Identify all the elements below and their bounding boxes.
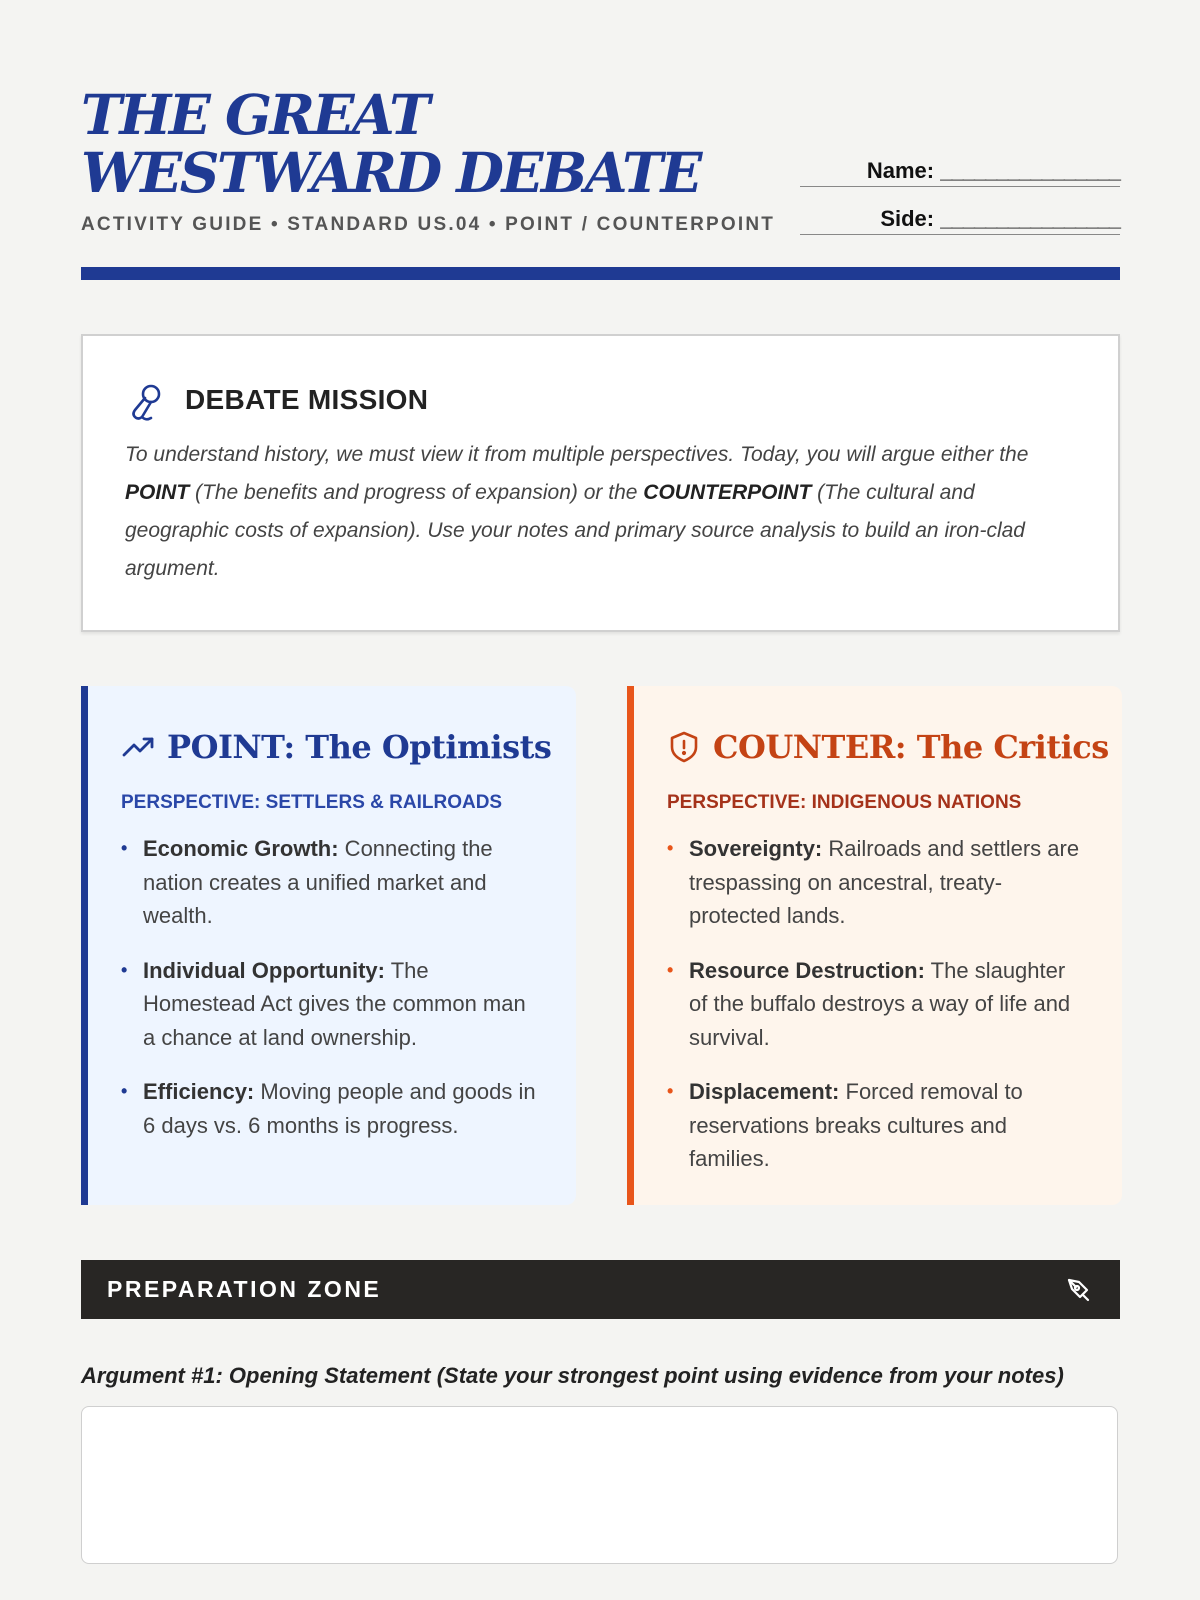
point-list xyxy=(121,832,541,1163)
side-field[interactable] xyxy=(800,206,1120,235)
preparation-zone-bar xyxy=(81,1260,1120,1319)
shield-alert-icon xyxy=(667,730,701,764)
name-field[interactable] xyxy=(800,158,1120,187)
counter-heading-text: COUNTER: The Critics xyxy=(713,728,1109,766)
header-divider xyxy=(81,267,1120,280)
argument-prompt: Argument #1: Opening Statement (State your strongest point using evidence from your notes) xyxy=(81,1363,1064,1388)
counter-heading xyxy=(667,722,1127,772)
microphone-icon xyxy=(129,382,163,422)
name-label: Name: xyxy=(866,158,935,183)
point-heading xyxy=(121,722,581,772)
side-label: Side: xyxy=(880,206,935,231)
point-keyword: POINT xyxy=(125,481,190,504)
side-blank: ________________ xyxy=(940,206,1120,231)
list-item: • Efficiency: Moving people and goods in 6 days vs. 6 months is progress. xyxy=(121,1075,541,1142)
list-item: • Sovereignty: Railroads and settlers are trespassing on ancestral, treaty-protected lands. xyxy=(667,832,1087,933)
mission-title: DEBATE MISSION xyxy=(185,384,429,415)
point-heading-text: POINT: The Optimists xyxy=(167,728,552,766)
page-title: THE GREAT WESTWARD DEBATE xyxy=(81,82,700,205)
page-subtitle: ACTIVITY GUIDE • STANDARD US.04 • POINT / COUNTERPOINT xyxy=(81,214,776,235)
trending-up-icon xyxy=(121,730,155,764)
counterpoint-keyword: COUNTERPOINT xyxy=(643,481,812,504)
name-blank: ________________ xyxy=(940,158,1120,183)
point-perspective: PERSPECTIVE: SETTLERS & RAILROADS xyxy=(121,792,503,813)
preparation-zone-title: PREPARATION ZONE xyxy=(107,1276,382,1302)
counter-perspective: PERSPECTIVE: INDIGENOUS NATIONS xyxy=(667,792,1022,813)
list-item: • Individual Opportunity: The Homestead Act gives the common man a chance at land ownership. xyxy=(121,954,541,1055)
list-item: • Displacement: Forced removal to reservations breaks cultures and families. xyxy=(667,1075,1087,1176)
debate-mission-card xyxy=(81,334,1120,632)
list-item: • Resource Destruction: The slaughter of the buffalo destroys a way of life and survival. xyxy=(667,954,1087,1055)
point-column xyxy=(81,686,576,1205)
argument-answer-field[interactable] xyxy=(81,1406,1118,1564)
pen-tool-icon xyxy=(1066,1276,1092,1302)
list-item: • Economic Growth: Connecting the nation creates a unified market and wealth. xyxy=(121,832,541,933)
counter-column xyxy=(627,686,1122,1205)
counter-list xyxy=(667,832,1087,1197)
mission-text: To understand history, we must view it from multiple perspectives. Today, you will argue either the POINT (The benefits and progress of expansion) or the COUNTERPOINT (The cultural and geographic costs of expansion). Use your notes and primary source analysis to build an iron-clad argument. xyxy=(125,443,1029,580)
header xyxy=(81,80,1120,280)
